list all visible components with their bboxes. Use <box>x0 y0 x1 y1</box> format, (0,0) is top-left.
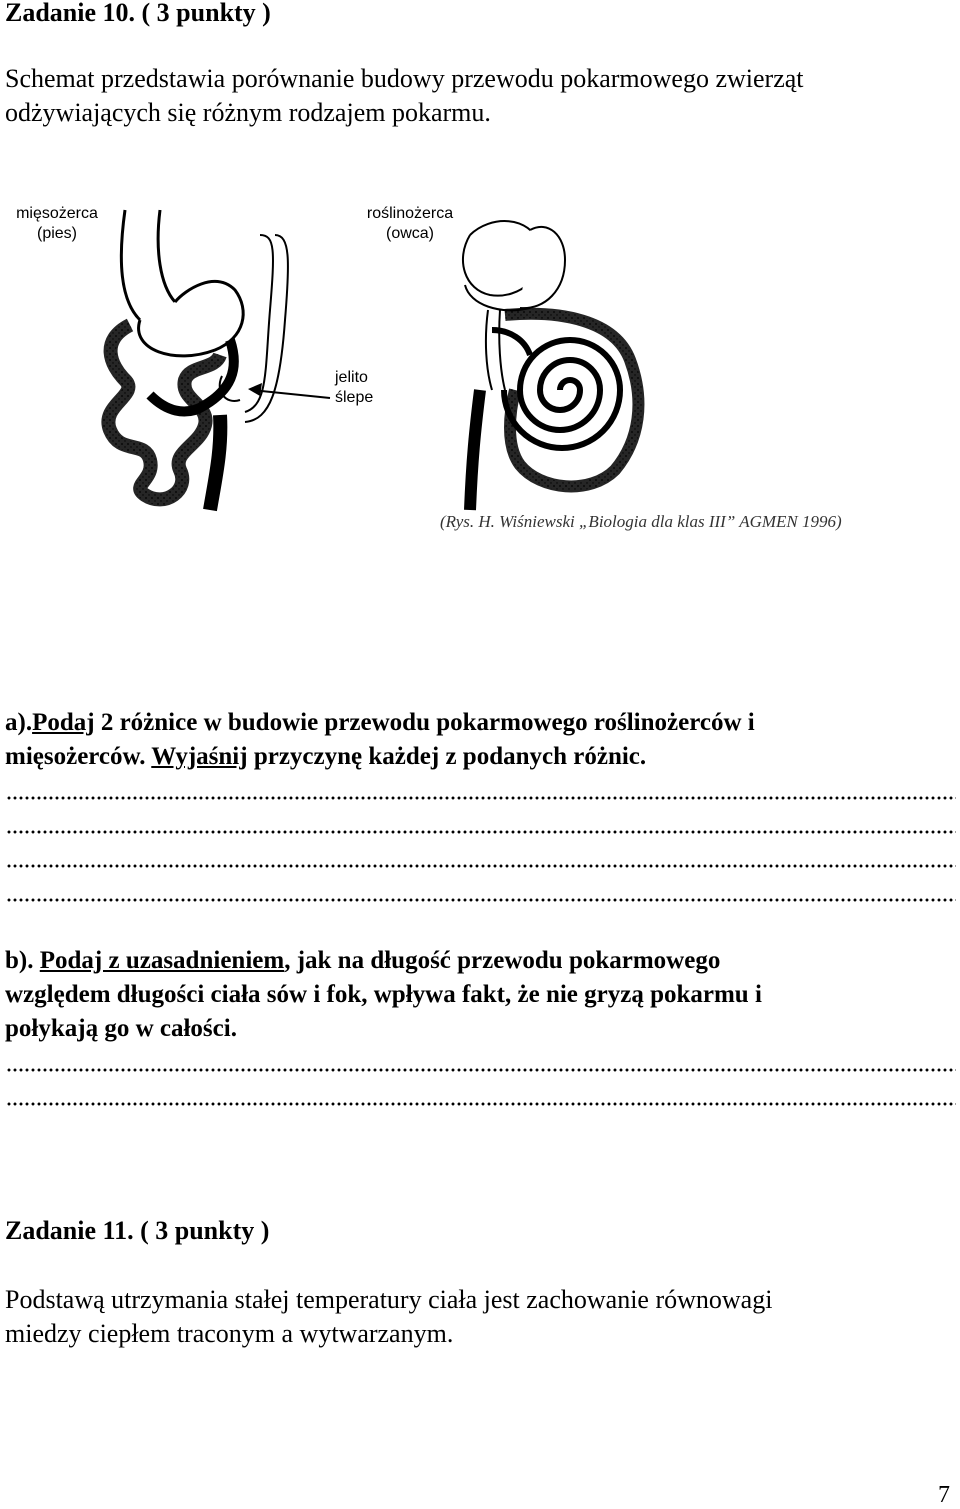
diagram-citation: (Rys. H. Wiśniewski „Biologia dla klas III” AGMEN 1996) <box>440 512 842 531</box>
answer-line-b-1[interactable] <box>6 1066 956 1074</box>
answer-line-a-2[interactable] <box>6 828 956 836</box>
task-11-title: Zadanie 11. ( 3 punkty ) <box>5 1216 270 1245</box>
answer-line-a-3[interactable] <box>6 862 956 870</box>
task-11-text-line-2: miedzy ciepłem traconym a wytwarzanym. <box>5 1319 454 1348</box>
carnivore-label: mięsożerca <box>16 205 98 222</box>
task-10-title: Zadanie 10. ( 3 punkty ) <box>5 0 271 27</box>
task-10-intro-line-2: odżywiających się różnym rodzajem pokarmu. <box>5 98 491 127</box>
herbivore-label: roślinożerca <box>366 205 454 222</box>
question-b-command: Podaj z uzasadnieniem <box>39 947 285 974</box>
herbivore-tract-drawing <box>463 221 638 510</box>
question-a-text-3: przyczynę każdej z podanych różnic. <box>247 743 647 770</box>
answer-line-a-1[interactable] <box>6 794 956 802</box>
carnivore-tract-drawing <box>108 210 330 510</box>
cecum-label: jelito <box>335 369 368 386</box>
question-a-text-2: mięsożerców. <box>5 743 152 770</box>
question-a-command-podaj: Podaj <box>32 709 95 736</box>
answer-line-a-4[interactable] <box>6 896 956 904</box>
page-number: 7 <box>938 1482 950 1508</box>
question-a-line-1 <box>5 706 755 740</box>
task-11-text-line-1: Podstawą utrzymania stałej temperatury ciała jest zachowanie równowagi <box>5 1285 773 1314</box>
question-a-command-wyjasnij: Wyjaśnij <box>151 743 248 770</box>
question-a-prefix: a). <box>5 709 33 736</box>
question-a-line-2 <box>5 740 646 774</box>
herbivore-example-label: (owca) <box>385 225 434 242</box>
question-b-line-1 <box>5 944 720 978</box>
digestive-tract-diagram <box>0 190 960 550</box>
question-b-prefix: b). <box>5 947 40 974</box>
answer-line-b-2[interactable] <box>6 1100 956 1108</box>
carnivore-example-label: (pies) <box>36 225 77 242</box>
cecum-label-2: ślepe <box>335 389 374 406</box>
question-b-line-3: połykają go w całości. <box>5 1015 237 1042</box>
task-10-intro-line-1: Schemat przedstawia porównanie budowy przewodu pokarmowego zwierząt <box>5 64 804 93</box>
digestive-tract-illustration <box>0 190 960 550</box>
question-b-line-2: względem długości ciała sów i fok, wpływa fakt, że nie gryzą pokarmu i <box>5 981 762 1008</box>
question-b-text-1: , jak na długość przewodu pokarmowego <box>284 947 721 974</box>
question-a-text-1: 2 różnice w budowie przewodu pokarmowego roślinożerców i <box>94 709 755 736</box>
